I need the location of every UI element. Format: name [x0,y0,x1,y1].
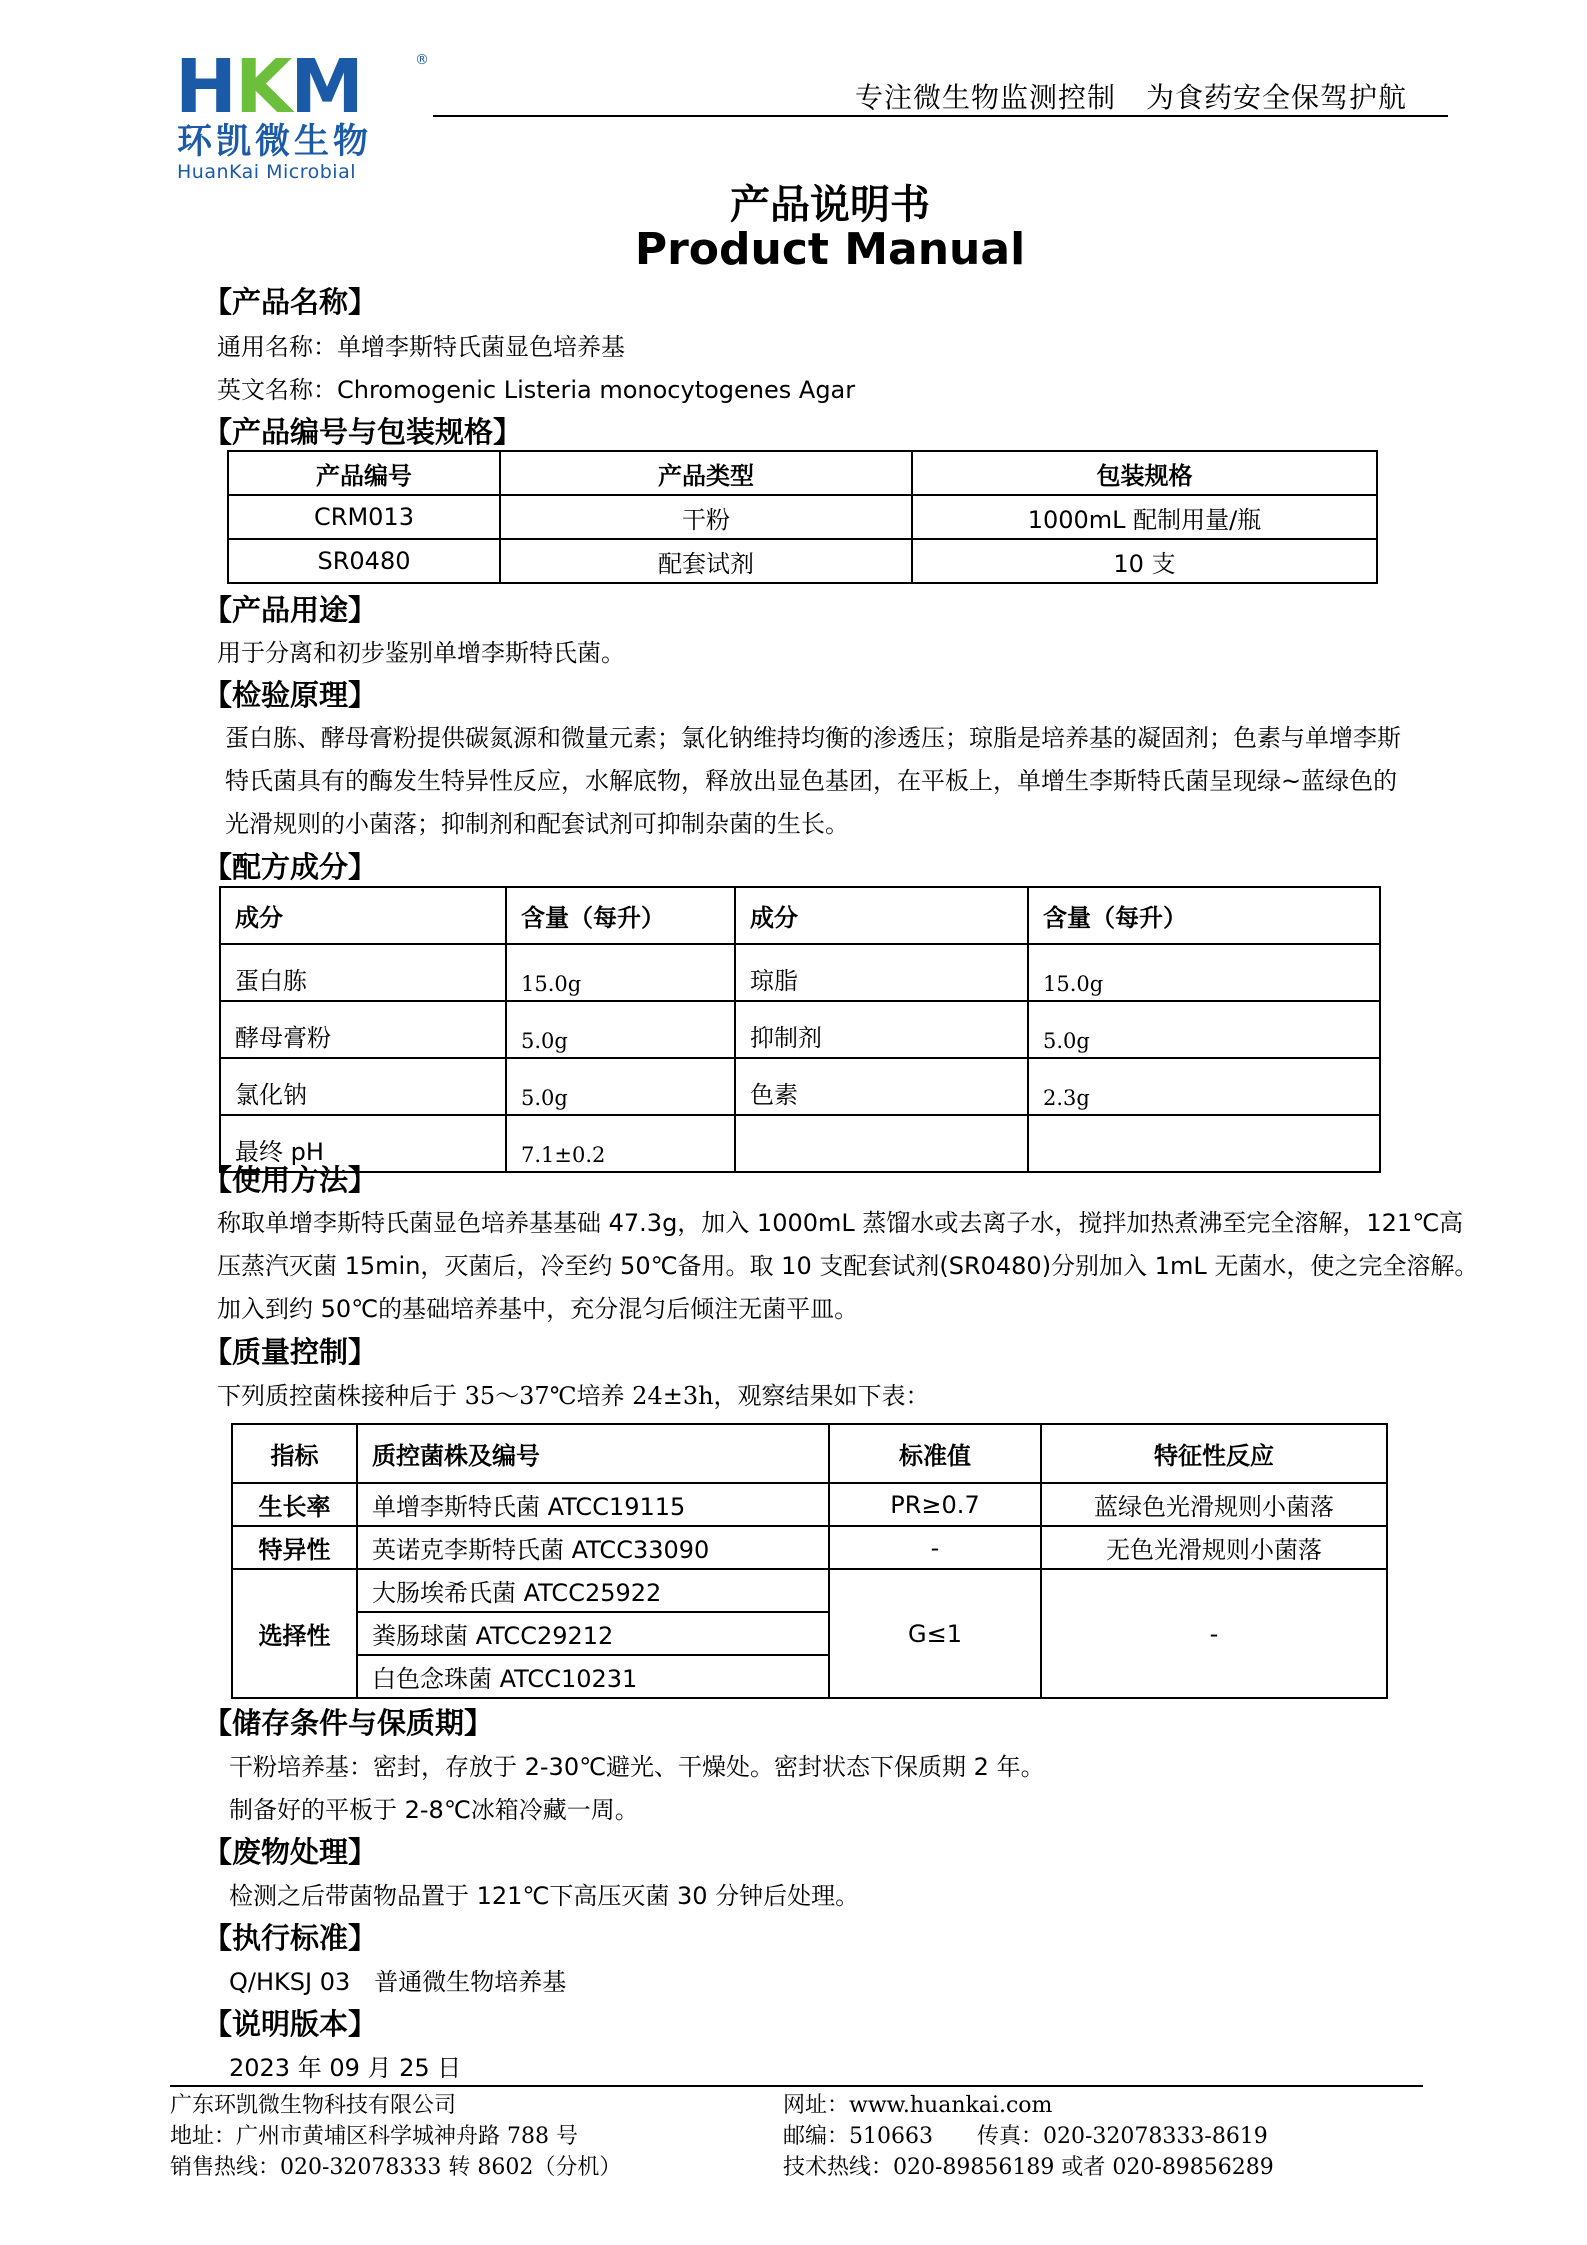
table-cell [735,1115,1028,1172]
slogan-part-1: 专注微生物监测控制 [854,81,1116,114]
section-waste: 【废物处理】 [203,1835,378,1869]
table-cell: 配套试剂 [500,539,912,583]
principle-line: 光滑规则的小菌落；抑制剂和配套试剂可抑制杂菌的生长。 [225,810,849,838]
section-product-name: 【产品名称】 [203,285,378,319]
table-cell: 氯化钠 [220,1058,506,1115]
table-row [232,1526,1387,1569]
footer-sales-hotline: 销售热线：020-32078333 转 8602（分机） [170,2155,622,2180]
method-line: 加入到约 50℃的基础培养基中，充分混匀后倾注无菌平皿。 [217,1295,859,1323]
table-cell: 干粉 [500,495,912,539]
table-cell: - [1041,1569,1387,1698]
table-row [228,495,1377,539]
table-cell: 15.0g [506,944,735,1001]
section-principle: 【检验原理】 [203,678,378,712]
table-row [220,1058,1380,1115]
table-cell: 蓝绿色光滑规则小菌落 [1041,1483,1387,1526]
header-cell: 质控菌株及编号 [357,1424,829,1483]
method-line: 压蒸汽灭菌 15min，灭菌后，冷至约 50℃备用。取 10 支配套试剂(SR0480)分别加入 1mL 无菌水，使之完全溶解。 [217,1252,1479,1280]
principle-line: 特氏菌具有的酶发生特异性反应，水解底物，释放出显色基团，在平板上，单增生李斯特氏菌呈现绿~蓝绿色的 [225,767,1398,795]
storage-line: 制备好的平板于 2-8℃冰箱冷藏一周。 [229,1796,639,1824]
footer-address: 地址：广州市黄埔区科学城神舟路 788 号 [170,2124,578,2149]
table-cell: 生长率 [232,1483,357,1526]
table-cell: 大肠埃希氏菌 ATCC25922 [357,1569,829,1612]
footer-postcode-fax: 邮编：510663 传真：020-32078333-8619 [783,2124,1268,2149]
logo-chinese-name: 环凯微生物 [177,122,373,162]
table-row [232,1483,1387,1526]
qc-intro: 下列质控菌株接种后于 35～37℃培养 24±3h，观察结果如下表： [217,1382,930,1410]
table-row [220,944,1380,1001]
table-cell: 特异性 [232,1526,357,1569]
header-cell: 成分 [735,887,1028,944]
table-cell: 酵母膏粉 [220,1001,506,1058]
method-line: 称取单增李斯特氏菌显色培养基基础 47.3g，加入 1000mL 蒸馏水或去离子水，搅拌加热煮沸至完全溶解，121℃高 [217,1209,1464,1237]
table-cell: 10 支 [912,539,1377,583]
table-header-row [220,887,1380,944]
table-cell: G≤1 [829,1569,1041,1698]
table-cell: 粪肠球菌 ATCC29212 [357,1612,829,1655]
table-cell: PR≥0.7 [829,1483,1041,1526]
table-row [220,1115,1380,1172]
header-divider [433,115,1448,117]
table-cell: 7.1±0.2 [506,1115,735,1172]
packaging-table [227,450,1378,584]
table-cell: 蛋白胨 [220,944,506,1001]
header-cell: 指标 [232,1424,357,1483]
header-cell: 包装规格 [912,451,1377,495]
section-formula: 【配方成分】 [203,850,378,884]
formula-table [219,886,1381,1173]
table-cell: 英诺克李斯特氏菌 ATCC33090 [357,1526,829,1569]
table-cell: 单增李斯特氏菌 ATCC19115 [357,1483,829,1526]
footer-tech-hotline: 技术热线：020-89856189 或者 020-89856289 [783,2155,1274,2180]
table-cell: CRM013 [228,495,500,539]
table-cell: 5.0g [506,1001,735,1058]
waste-text: 检测之后带菌物品置于 121℃下高压灭菌 30 分钟后处理。 [229,1882,860,1910]
table-cell: 色素 [735,1058,1028,1115]
table-cell: 选择性 [232,1569,357,1698]
footer-divider [170,2085,1423,2087]
header-cell: 成分 [220,887,506,944]
section-usage: 【产品用途】 [203,593,378,627]
table-cell: 最终 pH [220,1115,506,1172]
common-name: 通用名称：单增李斯特氏菌显色培养基 [217,333,625,361]
table-cell: 2.3g [1028,1058,1380,1115]
title-chinese: 产品说明书 [730,182,930,228]
header-cell: 标准值 [829,1424,1041,1483]
table-cell: 15.0g [1028,944,1380,1001]
header-slogan [855,76,1407,116]
section-version: 【说明版本】 [203,2007,378,2041]
company-logo [175,44,435,183]
table-cell: 5.0g [1028,1001,1380,1058]
quality-control-table [231,1423,1388,1699]
section-storage: 【储存条件与保质期】 [203,1706,494,1740]
header-cell: 产品类型 [500,451,912,495]
header-cell: 产品编号 [228,451,500,495]
table-cell: SR0480 [228,539,500,583]
standard-text: Q/HKSJ 03 普通微生物培养基 [229,1968,567,1996]
header-cell: 含量（每升） [1028,887,1380,944]
table-cell: 琼脂 [735,944,1028,1001]
table-cell: 无色光滑规则小菌落 [1041,1526,1387,1569]
table-row [232,1569,1387,1612]
principle-line: 蛋白胨、酵母膏粉提供碳氮源和微量元素；氯化钠维持均衡的渗透压；琼脂是培养基的凝固剂；色素与单增李斯 [225,724,1401,752]
header-cell: 特征性反应 [1041,1424,1387,1483]
section-quality-control: 【质量控制】 [203,1335,378,1369]
footer-company: 广东环凯微生物科技有限公司 [170,2093,457,2118]
table-cell: 1000mL 配制用量/瓶 [912,495,1377,539]
section-standard: 【执行标准】 [203,1921,378,1955]
table-cell: 白色念珠菌 ATCC10231 [357,1655,829,1698]
table-row [228,539,1377,583]
table-header-row [228,451,1377,495]
section-method: 【使用方法】 [203,1163,378,1197]
logo-english-name: HuanKai Microbial [177,161,356,183]
header-cell: 含量（每升） [506,887,735,944]
table-cell: 抑制剂 [735,1001,1028,1058]
table-cell: - [829,1526,1041,1569]
table-row [220,1001,1380,1058]
registered-mark: ® [415,52,429,68]
version-date: 2023 年 09 月 25 日 [229,2054,462,2082]
section-packaging: 【产品编号与包装规格】 [203,415,523,449]
slogan-part-2: 为食药安全保驾护航 [1145,81,1407,114]
logo-mark: HKM [175,44,362,130]
english-name: 英文名称：Chromogenic Listeria monocytogenes Agar [217,376,856,404]
table-cell [1028,1115,1380,1172]
table-header-row [232,1424,1387,1483]
storage-line: 干粉培养基：密封，存放于 2-30℃避光、干燥处。密封状态下保质期 2 年。 [229,1753,1045,1781]
usage-text: 用于分离和初步鉴别单增李斯特氏菌。 [217,639,625,667]
footer-website: 网址：www.huankai.com [783,2093,1053,2118]
table-cell: 5.0g [506,1058,735,1115]
title-english: Product Manual [634,224,1026,275]
